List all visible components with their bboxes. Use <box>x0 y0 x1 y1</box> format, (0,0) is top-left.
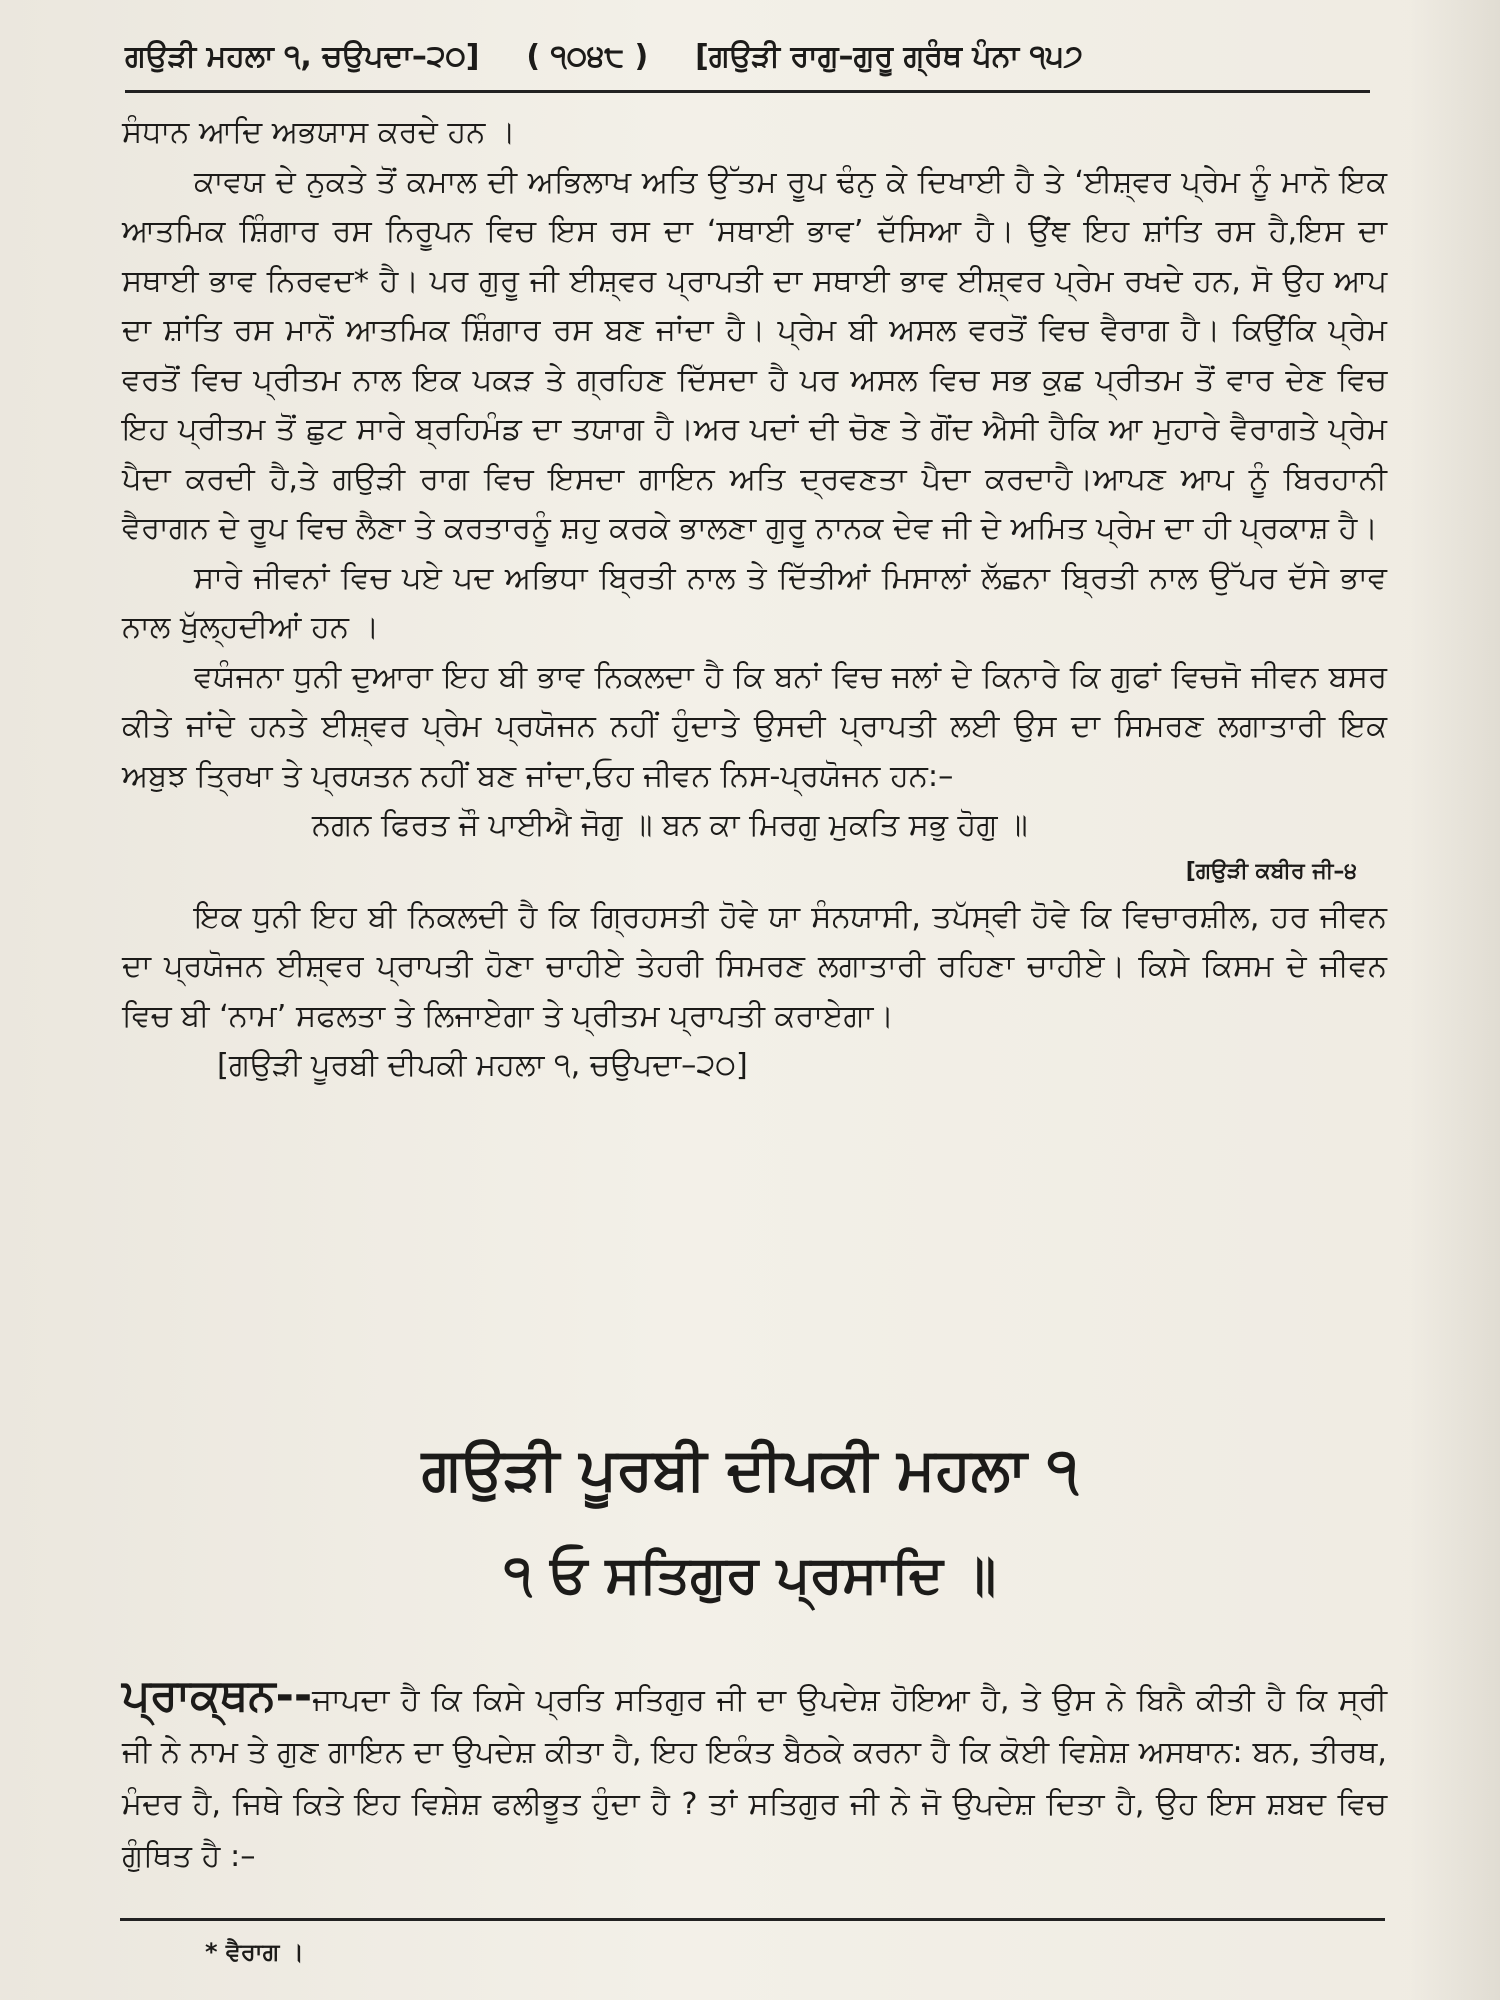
page-edge-shadow <box>1410 0 1500 2000</box>
header-rule <box>125 90 1370 93</box>
body-text <box>122 108 1387 1091</box>
introduction <box>122 1670 1387 1883</box>
section-citation: [ਗਉੜੀ ਪੂਰਬੀ ਦੀਪਕੀ ਮਹਲਾ ੧, ਚਉਪਦਾ–੨੦] <box>217 1048 748 1083</box>
paragraph-5: ਇਕ ਧੁਨੀ ਇਹ ਬੀ ਨਿਕਲਦੀ ਹੈ ਕਿ ਗ੍ਰਿਹਸਤੀ ਹੋਵੇ ਯਾ ਸੰਨਯਾਸੀ, ਤਪੱਸ੍ਵੀ ਹੋਵੇ ਕਿ ਵਿਚਾਰਸ਼ੀਲ, ਹਰ ਜੀਵਨ ਦਾ ਪ੍ਰਯੋਜਨ ਈਸ਼੍ਵਰ ਪ੍ਰਾਪਤੀ ਹੋਣਾ ਚਾਹੀਏ ਤੇਹਰੀ ਸਿਮਰਣ ਲਗਾਤਾਰੀ ਰਹਿਣਾ ਚਾਹੀਏ। ਕਿਸੇ ਕਿਸਮ ਦੇ ਜੀਵਨ ਵਿਚ ਬੀ ‘ਨਾਮ’ ਸਫਲਤਾ ਤੇ ਲਿਜਾਏਗਾ ਤੇ ਪ੍ਰੀਤਮ ਪ੍ਰਾਪਤੀ ਕਰਾਏਗਾ। <box>122 899 1387 1034</box>
intro-lead-word: ਪ੍ਰਾਕ੍ਥਨ-- <box>122 1670 313 1721</box>
paragraph-3: ਸਾਰੇ ਜੀਵਨਾਂ ਵਿਚ ਪਏ ਪਦ ਅਭਿਧਾ ਬ੍ਰਿਤੀ ਨਾਲ ਤੇ ਦਿੱਤੀਆਂ ਮਿਸਾਲਾਂ ਲੱਛਨਾ ਬ੍ਰਿਤੀ ਨਾਲ ਉੱਪਰ ਦੱਸੇ ਭਾਵ ਨਾਲ ਖੁੱਲ੍ਹਦੀਆਂ ਹਨ । <box>122 560 1387 645</box>
quote-citation: [ਗਉੜੀ ਕਬੀਰ ਜੀ–੪ <box>1185 858 1357 884</box>
header-right: [ਗਉੜੀ ਰਾਗੁ–ਗੁਰੂ ਗ੍ਰੰਥ ਪੰਨਾ ੧੫੭ <box>695 39 1083 74</box>
header-left: ਗਉੜੀ ਮਹਲਾ ੧, ਚਉਪਦਾ–੨੦] <box>125 39 480 74</box>
section-title: ਗਉੜੀ ਪੂਰਬੀ ਦੀਪਕੀ ਮਹਲਾ ੧ <box>421 1435 1079 1503</box>
invocation-heading: ੧ ਓ ਸਤਿਗੁਰ ਪ੍ਰਸਾਦਿ ॥ <box>503 1545 997 1605</box>
running-header <box>125 28 1370 86</box>
header-page-number: ( ੧੦੪੮ ) <box>526 39 649 74</box>
paragraph-2: ਕਾਵਯ ਦੇ ਨੁਕਤੇ ਤੋਂ ਕਮਾਲ ਦੀ ਅਭਿਲਾਖ ਅਤਿ ਉੱਤਮ ਰੂਪ ਢੰਨੁ ਕੇ ਦਿਖਾਈ ਹੈ ਤੇ ‘ਈਸ਼੍ਵਰ ਪ੍ਰੇਮ ਨੂੰ ਮਾਨੋ ਇਕ ਆਤਮਿਕ ਸ਼ਿੰਗਾਰ ਰਸ ਨਿਰੂਪਨ ਵਿਚ ਇਸ ਰਸ ਦਾ ‘ਸਥਾਈ ਭਾਵ’ ਦੱਸਿਆ ਹੈ। ਉਂਞ ਇਹ ਸ਼ਾਂਤਿ ਰਸ ਹੈ,ਇਸ ਦਾ ਸਥਾਈ ਭਾਵ ਨਿਰਵਦ* ਹੈ। ਪਰ ਗੁਰੂ ਜੀ ਈਸ਼੍ਵਰ ਪ੍ਰਾਪਤੀ ਦਾ ਸਥਾਈ ਭਾਵ ਈਸ਼੍ਵਰ ਪ੍ਰੇਮ ਰਖਦੇ ਹਨ, ਸੋ ਉਹ ਆਪ ਦਾ ਸ਼ਾਂਤਿ ਰਸ ਮਾਨੋਂ ਆਤਮਿਕ ਸ਼ਿੰਗਾਰ ਰਸ ਬਣ ਜਾਂਦਾ ਹੈ। ਪ੍ਰੇਮ ਬੀ ਅਸਲ ਵਰਤੋਂ ਵਿਚ ਵੈਰਾਗ ਹੈ। ਕਿਉਂਕਿ ਪ੍ਰੇਮ ਵਰਤੋਂ ਵਿਚ ਪ੍ਰੀਤਮ ਨਾਲ ਇਕ ਪਕੜ ਤੇ ਗ੍ਰਹਿਣ ਦਿੱਸਦਾ ਹੈ ਪਰ ਅਸਲ ਵਿਚ ਸਭ ਕੁਛ ਪ੍ਰੀਤਮ ਤੋਂ ਵਾਰ ਦੇਣ ਵਿਚ ਇਹ ਪ੍ਰੀਤਮ ਤੋਂ ਛੁਟ ਸਾਰੇ ਬ੍ਰਹਿਮੰਡ ਦਾ ਤਯਾਗ ਹੈ।ਅਰ ਪਦਾਂ ਦੀ ਚੋਣ ਤੇ ਗੋਂਦ ਐਸੀ ਹੈਕਿ ਆ ਮੁਹਾਰੇ ਵੈਰਾਗਤੇ ਪ੍ਰੇਮ ਪੈਦਾ ਕਰਦੀ ਹੈ,ਤੇ ਗਉੜੀ ਰਾਗ ਵਿਚ ਇਸਦਾ ਗਾਇਨ ਅਤਿ ਦ੍ਰਵਣਤਾ ਪੈਦਾ ਕਰਦਾਹੈ।ਆਪਣ ਆਪ ਨੂੰ ਬਿਰਹਾਨੀ ਵੈਰਾਗਨ ਦੇ ਰੂਪ ਵਿਚ ਲੈਣਾ ਤੇ ਕਰਤਾਰਨੂੰ ਸ਼ਹੁ ਕਰਕੇ ਭਾਲਣਾ ਗੁਰੂ ਨਾਨਕ ਦੇਵ ਜੀ ਦੇ ਅਮਿਤ ਪ੍ਰੇਮ ਦਾ ਹੀ ਪ੍ਰਕਾਸ਼ ਹੈ। <box>122 164 1387 546</box>
scripture-quote: ਨਗਨ ਫਿਰਤ ਜੌ ਪਾਈਐ ਜੋਗੁ ॥ ਬਨ ਕਾ ਮਿਰਗੁ ਮੁਕਤਿ ਸਭੁ ਹੋਗੁ ॥ <box>312 808 1028 843</box>
footnote: * ਵੈਰਾਗ । <box>205 1938 304 1966</box>
paragraph-4: ਵਯੰਜਨਾ ਧੁਨੀ ਦੁਆਰਾ ਇਹ ਬੀ ਭਾਵ ਨਿਕਲਦਾ ਹੈ ਕਿ ਬਨਾਂ ਵਿਚ ਜਲਾਂ ਦੇ ਕਿਨਾਰੇ ਕਿ ਗੁਫਾਂ ਵਿਚਜੋ ਜੀਵਨ ਬਸਰ ਕੀਤੇ ਜਾਂਦੇ ਹਨਤੇ ਈਸ਼੍ਵਰ ਪ੍ਰੇਮ ਪ੍ਰਯੋਜਨ ਨਹੀਂ ਹੁੰਦਾਤੇ ਉਸਦੀ ਪ੍ਰਾਪਤੀ ਲਈ ਉਸ ਦਾ ਸਿਮਰਣ ਲਗਾਤਾਰੀ ਇਕ ਅਬੁਝ ਤ੍ਰਿਖਾ ਤੇ ਪ੍ਰਯਤਨ ਨਹੀਂ ਬਣ ਜਾਂਦਾ,ਓਹ ਜੀਵਨ ਨਿਸ-ਪ੍ਰਯੋਜਨ ਹਨ:– <box>122 659 1387 794</box>
intro-text: ਜਾਪਦਾ ਹੈ ਕਿ ਕਿਸੇ ਪ੍ਰਤਿ ਸਤਿਗੁਰ ਜੀ ਦਾ ਉਪਦੇਸ਼ ਹੋਇਆ ਹੈ, ਤੇ ਉਸ ਨੇ ਬਿਨੈ ਕੀਤੀ ਹੈ ਕਿ ਸ੍ਰੀ ਜੀ ਨੇ ਨਾਮ ਤੇ ਗੁਣ ਗਾਇਨ ਦਾ ਉਪਦੇਸ਼ ਕੀਤਾ ਹੈ, ਇਹ ਇਕੰਤ ਬੈਠਕੇ ਕਰਨਾ ਹੈ ਕਿ ਕੋਈ ਵਿਸ਼ੇਸ਼ ਅਸਥਾਨ: ਬਨ, ਤੀਰਥ, ਮੰਦਰ ਹੈ, ਜਿਥੇ ਕਿਤੇ ਇਹ ਵਿਸ਼ੇਸ਼ ਫਲੀਭੂਤ ਹੁੰਦਾ ਹੈ ? ਤਾਂ ਸਤਿਗੁਰ ਜੀ ਨੇ ਜੋ ਉਪਦੇਸ਼ ਦਿਤਾ ਹੈ, ਉਹ ਇਸ ਸ਼ਬਦ ਵਿਚ ਗੁੰਥਿਤ ਹੈ :– <box>122 1683 1387 1874</box>
paragraph-1: ਸੰਧਾਨ ਆਦਿ ਅਭਯਾਸ ਕਰਦੇ ਹਨ । <box>122 115 516 150</box>
footnote-rule <box>120 1918 1385 1921</box>
